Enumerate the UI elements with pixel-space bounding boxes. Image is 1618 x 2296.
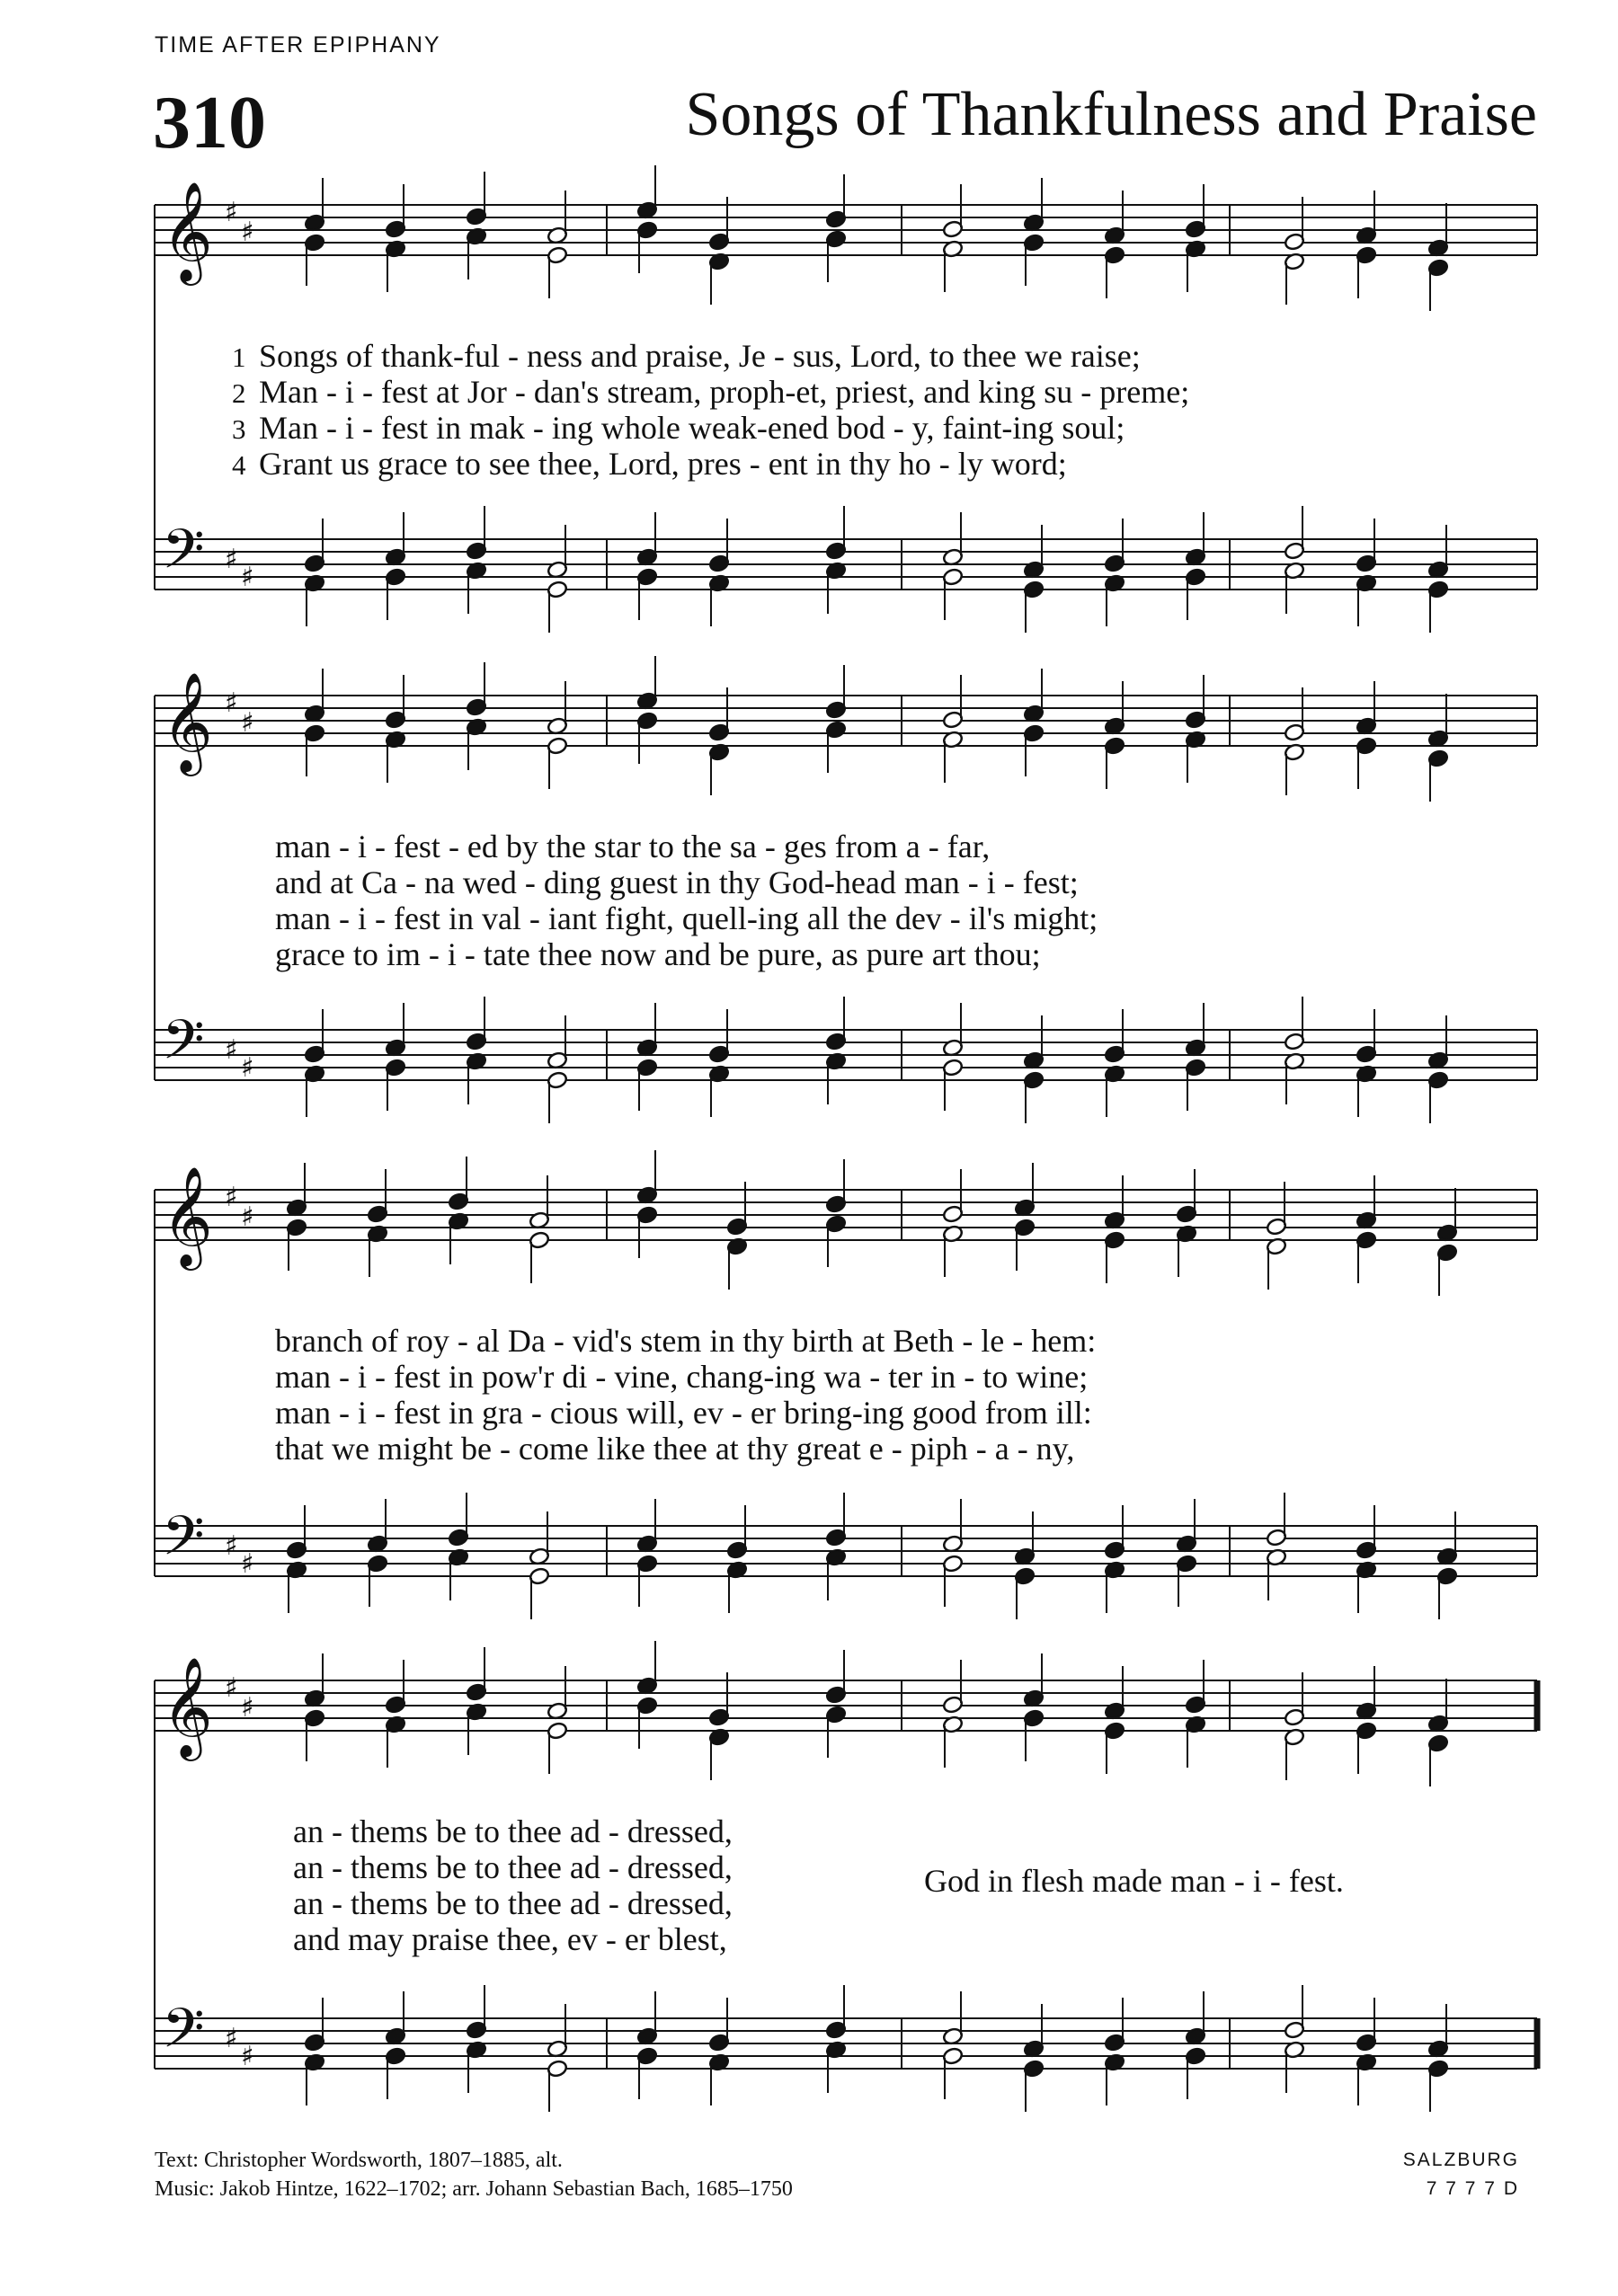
lyric-line: man - i - fest in val - iant fight, quell-ing all the dev - il's might;: [275, 900, 1098, 936]
tune-name: SALZBURG: [1402, 2150, 1519, 2170]
hymn-number: 310: [153, 81, 266, 164]
lyric-line: 4 Grant us grace to see thee, Lord, pres - ent in thy ho - ly word;: [232, 446, 1067, 482]
treble-clef-icon: 𝄞: [162, 181, 213, 281]
lyric-line: 3 Man - i - fest in mak - ing whole weak-ened bod - y, faint-ing soul;: [232, 410, 1125, 446]
key-signature-icon: ♯: [225, 1034, 238, 1066]
lyric-line: an - thems be to thee ad - dressed,: [293, 1849, 733, 1885]
lyric-line: man - i - fest in pow'r di - vine, chang-ing wa - ter in - to wine;: [275, 1359, 1089, 1395]
treble-clef-icon: 𝄞: [162, 1656, 213, 1757]
music-credit: Music: Jakob Hintze, 1622–1702; arr. Johann Sebastian Bach, 1685–1750: [155, 2177, 793, 2202]
lyric-line: an - thems be to thee ad - dressed,: [293, 1885, 733, 1921]
key-signature-icon: ♯: [225, 1182, 238, 1213]
treble-clef-icon: 𝄞: [162, 1166, 213, 1266]
lyric-line: an - thems be to thee ad - dressed,: [293, 1813, 733, 1849]
lyric-line: grace to im - i - tate thee now and be pure, as pure art thou;: [275, 936, 1041, 972]
key-signature-icon: ♯: [241, 707, 254, 739]
lyric-line: 2 Man - i - fest at Jor - dan's stream, proph-et, priest, and king su - preme;: [232, 374, 1190, 410]
lyric-line: branch of roy - al Da - vid's stem in thy birth at Beth - le - hem:: [275, 1323, 1097, 1359]
key-signature-icon: ♯: [225, 1672, 238, 1704]
key-signature-icon: ♯: [225, 2023, 238, 2054]
key-signature-icon: ♯: [241, 562, 254, 593]
bass-clef-icon: 𝄢: [162, 1504, 205, 1582]
bass-clef-icon: 𝄢: [162, 518, 205, 595]
bass-clef-icon: 𝄢: [162, 1008, 205, 1086]
tune-meter: 7 7 7 7 D: [1426, 2177, 1519, 2199]
key-signature-icon: ♯: [241, 1692, 254, 1724]
lyric-line: man - i - fest in gra - cious will, ev - er bring-ing good from ill:: [275, 1395, 1092, 1431]
text-credit: Text: Christopher Wordsworth, 1807–1885, alt.: [155, 2149, 563, 2172]
key-signature-icon: ♯: [225, 1530, 238, 1562]
treble-clef-icon: 𝄞: [162, 671, 213, 772]
refrain-line: God in flesh made man - i - fest.: [924, 1863, 1344, 1899]
key-signature-icon: ♯: [225, 544, 238, 575]
tune-info: [1403, 2146, 1519, 2203]
key-signature-icon: ♯: [241, 217, 254, 248]
lyric-line: that we might be - come like thee at thy great e - piph - a - ny,: [275, 1431, 1075, 1467]
section-label: TIME AFTER EPIPHANY: [155, 32, 441, 58]
key-signature-icon: ♯: [225, 687, 238, 719]
hymn-title: Songs of Thankfulness and Praise: [685, 80, 1537, 149]
key-signature-icon: ♯: [225, 197, 238, 228]
key-signature-icon: ♯: [241, 1052, 254, 1084]
key-signature-icon: ♯: [241, 1548, 254, 1580]
lyric-line: and may praise thee, ev - er blest,: [293, 1921, 727, 1957]
credits: [155, 2146, 793, 2204]
lyric-line: man - i - fest - ed by the star to the sa - ges from a - far,: [275, 829, 991, 864]
key-signature-icon: ♯: [241, 2041, 254, 2072]
lyric-line: and at Ca - na wed - ding guest in thy God-head man - i - fest;: [275, 864, 1079, 900]
bass-clef-icon: 𝄢: [162, 1997, 205, 2074]
lyric-line: 1 Songs of thank-ful - ness and praise, Je - sus, Lord, to thee we raise;: [232, 338, 1141, 374]
key-signature-icon: ♯: [241, 1201, 254, 1233]
